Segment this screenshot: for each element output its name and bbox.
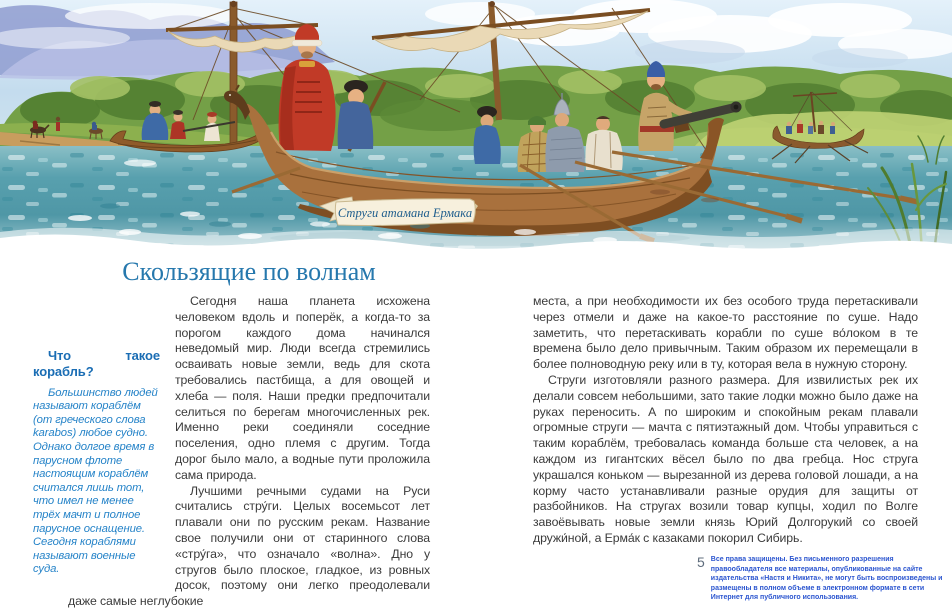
page-title: Скользящие по волнам [122,257,376,286]
page-footer [697,555,952,603]
river-boats-painting [0,0,952,256]
left-paragraph-1-text: Сегодня наша планета исхожена человеком вдоль и поперёк, а когда-то за порогом каждого дома начинался неведомый мир. Люди всегда стремились осваивать новые земли, ведь для скота требовались пастбища, а для овощей и хлеба — поля. Наши предки предпочитали селиться по берегам многочисленных рек. Именно реки соединяли соседние поселения, одно племя с другим. Тогда дорог было мало, а водные пути проложила сама природа. [175,294,430,482]
page-number: 5 [697,554,705,570]
caption-ribbon [320,197,478,226]
right-column-paragraph-2: Струги изготовляли разного размера. Для извилистых рек их делали совсем небольшими, зато такие лодки можно было даже на руках переносить. А по широким и спокойным рекам плавали огромные струги — мачта с пятиэтажный дом. Чтобы управиться с таким кораблём, требовалась команда больше ста человек, а на каждом из гигантских вёсел было по два гребца. Нос струга украшался коньком — вырезанной из дерева головой лошади, а на корму часто устанавливали разные орудия для защиты от разбойников. На стругах возили товар купцы, ходил по Волге завоёвывать новые земли князь Юрий Долгорукий со своей дружи́ной, а Ерма́к с казаками покорил Сибирь. [533,372,918,545]
copyright-notice: Все права защищены. Без письменного разрешения правообладателя все материалы, опубликованные на сайте издательства «Настя и Никита», не могут быть воспроизведены и размещены в полном объеме в электронном формате в сети Интернет для публичного использования. [710,556,943,601]
left-column [33,294,430,610]
sidebar-box [33,348,160,577]
left-column-paragraph-2: Лучшими речными судами на Руси считались стру́ги. Целых восемьсот лет плавали они по русским рекам. Название свое получили они от старинного слова «стру́га», что означало «волна». Дно у стругов было плоское, гладкое, из ровных досок, поэтому они легко преодолевали даже самые неглубокие [68,483,430,609]
sidebar-title: Что такое корабль? [33,348,160,379]
sidebar-text: Большинство людей называют кораблём (от греческого слова karabos) любое судно. Однако долгое время в парусном флоте настоящим кораблём считался лишь тот, что имел не менее трёх мачт и полное парусное оснащение. Сегодня кораблями называют военные суда. [33,386,158,576]
illustration [0,0,952,256]
illustration-caption: Струги атамана Ермака [337,206,473,220]
right-column-paragraph-1: места, а при необходимости их без особого труда перетаскивали через отмели и даже на какое-то расстояние по суше. Надо заметить, что перетаскивать корабли по суше во́локом в те времена было дело привычным. Таким образом их перемещали в более полноводную реку или в ту, которая вела в нужную сторону. [533,294,918,372]
